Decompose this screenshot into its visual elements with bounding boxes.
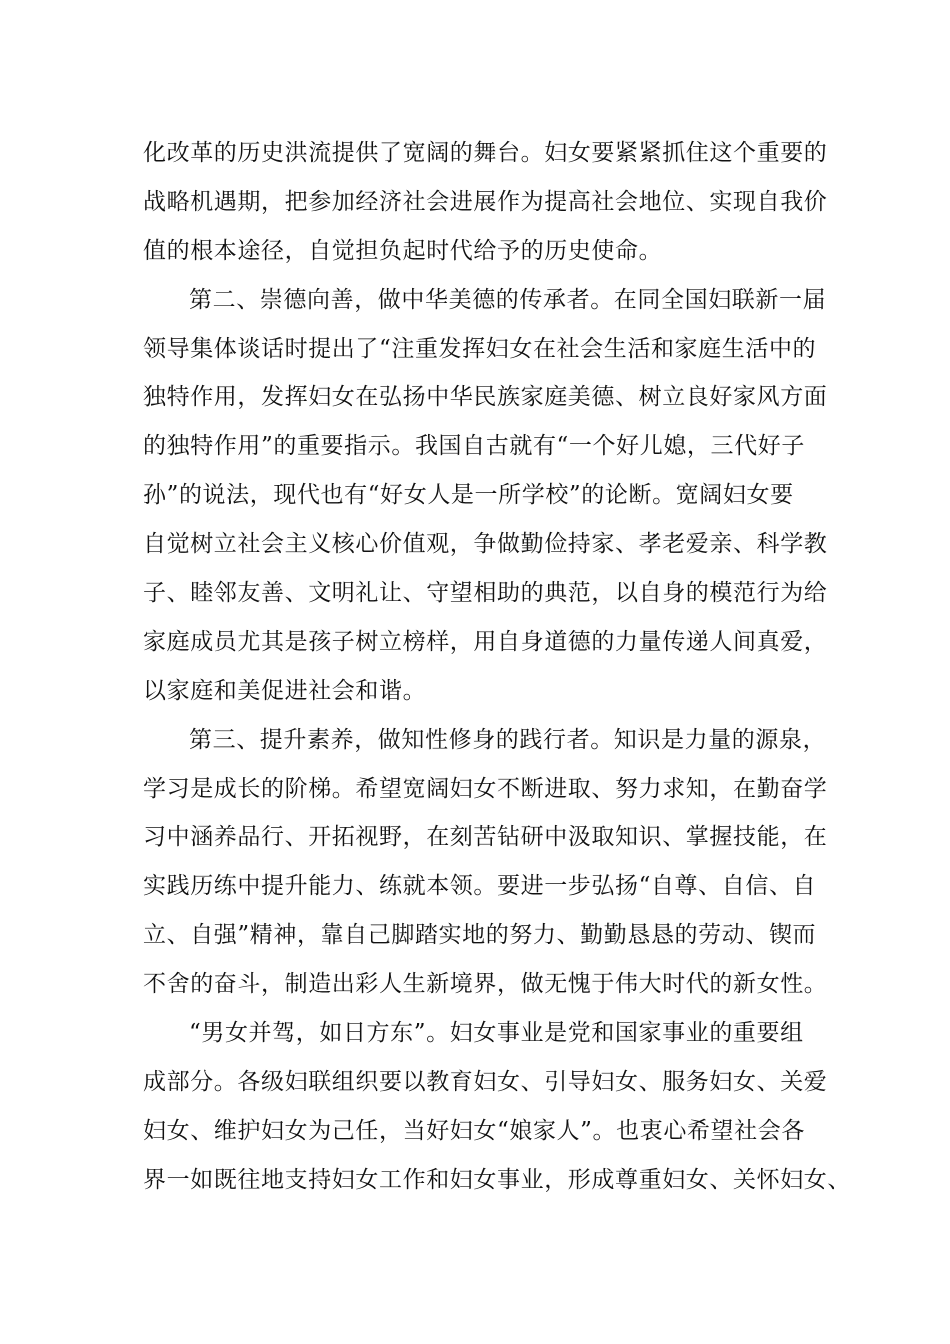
text-line: 界一如既往地支持妇女工作和妇女事业，形成尊重妇女、关怀妇女、 [143,1166,851,1193]
paragraph-first-line: “男女并驾，如日方东”。妇女事业是党和国家事业的重要组 [189,1020,804,1047]
text-line: 领导集体谈话时提出了“注重发挥妇女在社会生活和家庭生活中的 [143,335,817,362]
text-line: 自觉树立社会主义核心价值观，争做勤俭持家、孝老爱亲、科学教 [143,531,828,558]
text-line: 以家庭和美促进社会和谐。 [143,677,427,704]
text-line: 独特作用，发挥妇女在弘扬中华民族家庭美德、树立良好家风方面 [143,384,828,411]
text-line: 妇女、维护妇女为己任，当好妇女“娘家人”。也衷心希望社会各 [143,1117,805,1144]
text-line: 战略机遇期，把参加经济社会进展作为提高社会地位、实现自我价 [143,188,828,215]
text-line: 孙”的说法，现代也有“好女人是一所学校”的论断。宽阔妇女要 [143,482,794,509]
text-line: 化改革的历史洪流提供了宽阔的舞台。妇女要紧紧抓住这个重要的 [143,140,828,166]
text-line: 不舍的奋斗，制造出彩人生新境界，做无愧于伟大时代的新女性。 [143,971,828,998]
text-line: 家庭成员尤其是孩子树立榜样，用自身道德的力量传递人间真爱， [143,628,828,655]
text-line: 的独特作用”的重要指示。我国自古就有“一个好儿媳，三代好子 [143,433,805,460]
text-line: 习中涵养品行、开拓视野，在刻苦钻研中汲取知识、掌握技能，在 [143,824,828,851]
text-line: 实践历练中提升能力、练就本领。要进一步弘扬“自尊、自信、自 [143,873,817,900]
text-line: 立、自强”精神，靠自己脚踏实地的努力、勤勤恳恳的劳动、锲而 [143,922,817,949]
text-line: 学习是成长的阶梯。希望宽阔妇女不断进取、努力求知，在勤奋学 [143,775,828,802]
text-line: 值的根本途径，自觉担负起时代给予的历史使命。 [143,237,663,264]
paragraph-first-line: 第二、崇德向善，做中华美德的传承者。在同全国妇联新一届 [189,286,827,313]
text-line: 成部分。各级妇联组织要以教育妇女、引导妇女、服务妇女、关爱 [143,1068,828,1095]
text-line: 子、睦邻友善、文明礼让、守望相助的典范，以自身的模范行为给 [143,580,828,607]
document-body-text [143,129,851,1205]
paragraph-first-line: 第三、提升素养，做知性修身的践行者。知识是力量的源泉， [189,726,827,753]
